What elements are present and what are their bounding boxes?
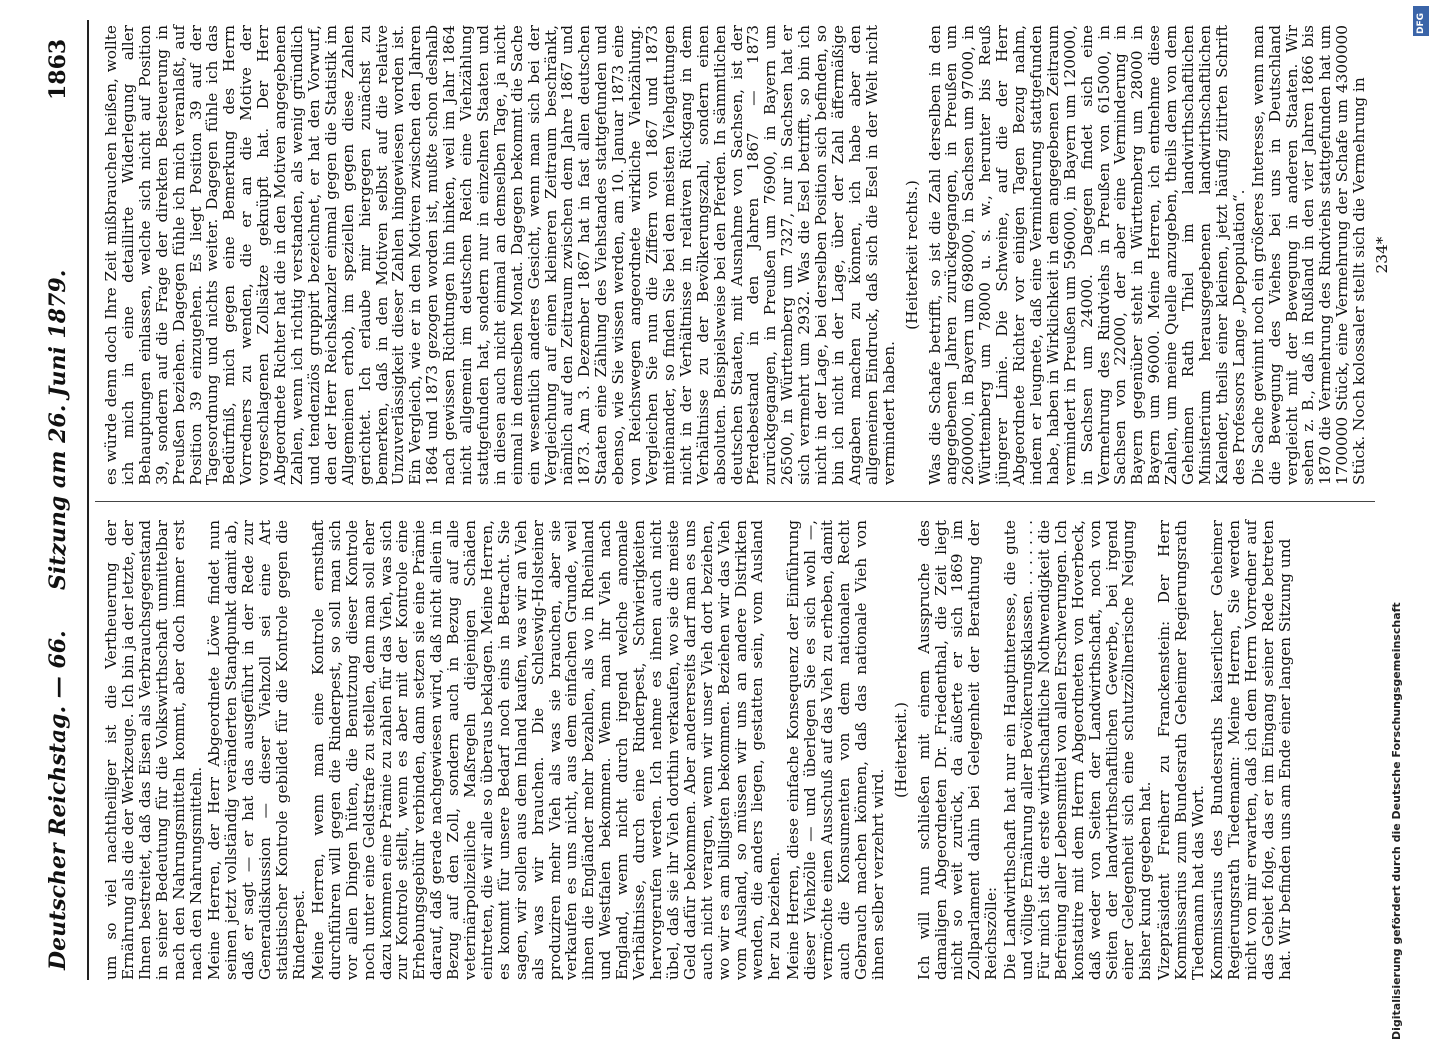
paragraph: Meine Herren, der Herr Abgeordnete Löwe findet nun seinen jetzt vollständig veränderten Standpunkt damit ab, daß er sagt — er hat das ausgeführt in der Rede zur Generaldiskussion — dieser Viehzoll sei eine Art statistischer Kontrole gebildet für die Kontrole gegen die Rinderpest. — [205, 520, 308, 980]
paragraph: es würde denn doch Ihre Zeit mißbrauchen heißen, wollte ich mich in eine detaillirte Widerlegung aller Behauptungen einlassen, welche sich nicht auf Position 39, sondern auf die Frage der direkten Besteuerung in Preußen beziehen. Dagegen fühle ich mich veranlaßt, auf Position 39 einzugehen. Es liegt Position 39 auf der Tagesordnung und nichts weiter. Dagegen fühle ich das Bedürfniß, mich gegen eine Bemerkung des Herrn Vorredners zu wenden, die er an die Motive der vorgeschlagenen Zollsätze geknüpft hat. Der Herr Abgeordnete Richter hat die in den Motiven angegebenen Zahlen, wenn ich richtig verstanden, als wenig gründlich und tendenziös gruppirt bezeichnet, er hat den Vorwurf, den der Herr Reichskanzler einmal gegen die Statistik im Allgemeinen erhob, im speziellen gegen diese Zahlen gerichtet. Ich erlaube mir hiergegen zunächst zu bemerken, daß in den Motiven selbst auf die relative Unzuverlässigkeit dieser Zahlen hingewiesen worden ist. Ein Vergleich, wie er in den Motiven zwischen den Jahren 1864 und 1873 gezogen worden ist, mußte schon deshalb nach gewissen Richtungen hin hinken, weil im Jahr 1864 nicht allgemein im deutschen Reich eine Viehzählung stattgefunden hat, sondern nur in einzelnen Staaten und in diesen auch nicht einmal an demselben Tage, ja nicht einmal in demselben Monat. Dagegen bekommt die Sache ein wesentlich anderes Gesicht, wenn man sich bei der Vergleichung auf einen kleineren Zeitraum beschränkt, nämlich auf den Zeitraum zwischen dem Jahre 1867 und 1873. Am 3. Dezember 1867 hat in fast allen deutschen Staaten eine Zählung des Viehstandes stattgefunden und ebenso, wie Sie wissen werden, am 10. Januar 1873 eine von Reichswegen angeordnete wirkliche Viehzählung. Vergleichen Sie nun die Ziffern von 1867 und 1873 miteinander, so finden Sie bei den meisten Viehgattungen nicht in der Verhältnisse in relativen Rückgang in dem Verhältnisse zu der Bevölkerungszahl, sondern einen absoluten. Beispielsweise bei den Pferden. In sämmtlichen deutschen Staaten, mit Ausnahme von Sachsen, ist der Pferdebestand in den Jahren 1867 — 1873 zurückgegangen, in Preußen um 76900, in Bayern um 26500, in Württemberg um 7327, nur in Sachsen hat er sich vermehrt um 2932. Was die Esel betrifft, so bin ich nicht in der Lage, bei derselben Position sich befinden, so bin ich nicht in der Lage, über der Zahl äffermäßige Angaben machen zu können, ich habe aber den allgemeinen Eindruck, daß sich die Esel in der Welt nicht vermindert haben. — [102, 25, 898, 485]
paragraph: Meine Herren, diese einfache Konsequenz der Einführung dieser Viehzölle — und überlegen Sie es sich wohl —, vermöchte einen Ausschuß auf das Vieh zu erheben, damit auch die Konsumenten von dem nationalen Recht Gebrauch machen können, daß das nationale Vieh von ihnen selber verzehrt wird. — [784, 520, 887, 980]
right-text-column — [102, 25, 1392, 485]
newspaper-page — [25, 20, 1392, 980]
paragraph: 234* — [1373, 236, 1392, 274]
paragraph: Kommissarius des Bundesraths kaiserlicher Geheimer Regierungsrath Tiedemann: Meine Herren, Sie werden nicht von mir erwarten, daß ich dem Herrn Vorredner auf das Gebiet folge, das er im Eingang seiner Rede betreten hat. Wir befinden uns am Ende einer langen Sitzung und — [1208, 520, 1294, 980]
digitization-note-text: Digitalisierung gefördert durch die Deutsche Forschungsgemeinschaft — [1390, 602, 1403, 1040]
paragraph: Vizepräsident Freiherr zu Franckenstein: Der Herr Kommissarius zum Bundesrath Geheimer Regierungsrath Tiedemann hat das Wort. — [1155, 520, 1208, 980]
paragraph: Die Sache gewinnt noch ein größeres Interesse, wenn man die Bewegung des Viehes bei uns in Deutschland vergleicht mit der Bewegung in anderen Staaten. Wir sehen z. B., daß in Rußland in den vier Jahren 1866 bis 1870 die Vermehrung des Rindviehs stattgefunden hat um 1700000 Stück, eine Vermehrung der Schafe um 4300000 Stück. Noch kolossaler stellt sich die Vermehrung in — [1248, 25, 1369, 485]
page-header — [25, 20, 95, 980]
paragraph: um so viel nachtheiliger ist die Vertheuerung der Ernährung als die der Werkzeuge. Ich bin ja der letzte, der Ihnen bestreitet, daß das Eisen als Verbrauchsgegenstand in seiner Bedeutung für die Volkswirthschaft unmittelbar nach den Nahrungsmitteln kommt, aber doch immer erst nach den Nahrungsmitteln. — [102, 520, 205, 980]
paragraph: (Heiterkeit.) — [891, 702, 910, 798]
header-session-date: Sitzung am 26. Juni 1879. — [45, 269, 71, 590]
header-publication: Deutscher Reichstag. — 66. — [45, 630, 71, 970]
dfg-logo-text: DFG — [1416, 12, 1426, 34]
paragraph: Meine Herren, wenn man eine Kontrole ernsthaft durchführen will gegen die Rinderpest, so soll man sich vor allen Dingen hüten, die Benutzung dieser Kontrole noch unter eine Geldstrafe zu stellen, denn man soll eher dazu kommen eine Prämie zu zahlen für das Vieh, was sich zur Kontrole stellt, wenn es aber mit der Kontrole eine Erhebungsgebühr verbinden, dann setzen sie eine Prämie darauf, daß gerade nachgewiesen wird, daß nicht allein in Bezug auf den Zoll, sondern auch in Bezug auf alle veterinärpolizeiliche Maßregeln diejenigen Schäden eintreten, die wir alle so überaus beklagen. Meine Herren, es kommt für unsere Bedarf noch eins in Betracht. Sie sagen, wir sollen aus dem Inland kaufen, was wir an Vieh als was wir brauchen. Die Schleswig-Holsteiner produziren mehr Vieh als was sie brauchen, aber sie verkaufen es uns nicht, aus dem einfachen Grunde, weil ihnen die Engländer mehr bezahlen, als wo in Rheinland und Westfalen bekommen. Wenn man ihr Vieh nach England, wenn nicht durch irgend welche anomale Verhältnisse, durch eine Rinderpest, Schwierigkeiten hervorgerufen werden. Ich nehme es ihnen auch nicht übel, daß sie ihr Vieh dorthin verkaufen, wo sie die meiste Geld dafür bekommen. Aber andererseits darf man es uns auch nicht verargen, wenn wir unser Vieh dort beziehen, wo wir es am billigsten bekommen. Beziehen wir das Vieh vom Ausland, so müssen wir uns an andere Distrikten wenden, die anders liegen, gestatten sein, vom Ausland her zu beziehen. — [308, 520, 784, 980]
column-divider — [95, 501, 1375, 502]
paragraph: Was die Schafe betrifft, so ist die Zahl derselben in den angegebenen Jahren zurückgegangen, in Preußen um 2600000, in Bayern um 698000, in Sachsen um 97000, in Württemberg um 78000 u. s. w., herunter bis Reuß jüngerer Linie. Die Schweine, auf die der Herr Abgeordnete Richter vor einigen Tagen Bezug nahm, indem er leugnete, daß eine Verminderung stattgefunden habe, haben in Wirklichkeit in dem angegebenen Zeitraum vermindert in Preußen um 596000, in Bayern um 120000, in Sachsen um 24000. Dagegen findet sich eine Vermehrung des Rindviehs in Preußen von 615000, in Sachsen von 22000, der aber eine Verminderung in Bayern gegenüber steht in Württemberg um 28000 in Bayern um 96000. Meine Herren, ich entnehme diese Zahlen, um meine Quelle anzugeben, theils dem von dem Geheimen Rath Thiel im landwirthschaftlichen Ministerium herausgegebenen landwirthschaftlichen Kalender, theils einer kleinen, jetzt häufig zitirten Schrift des Professors Lange „Depopulation“. — [925, 25, 1248, 485]
header-page-number: 1863 — [45, 38, 71, 100]
dfg-logo — [1413, 6, 1429, 36]
paragraph: (Heiterkeit rechts.) — [902, 180, 921, 330]
header-rule — [87, 20, 89, 980]
paragraph: Ich will nun schließen mit einem Ausspruche des damaligen Abgeordneten Dr. Friedenthal, die Zeit liegt nicht so weit zurück, da äußerte er sich 1869 im Zollparlament dahin bei Gelegenheit der Berathung der Reichszölle: — [914, 520, 1001, 980]
left-text-column — [103, 520, 1373, 980]
paragraph: Die Landwirthschaft hat nur ein Hauptinteresse, die gute und völlige Ernährung aller Bevölkerungsklassen. . . . . . . . Für mich ist die erste wirthschaftliche Nothwendigkeit die Befreiung aller Lebensmittel von allen Erschwerungen. Ich konstatire mit dem Herrn Abgeordneten von Hoverbeck, daß weder von Seiten der Landwirthschaft, noch von Seiten der landwirthschaftlichen Gewerbe, bei irgend einer Gelegenheit sich eine schutzzöllnerische Neigung bisher kund gegeben hat. — [1001, 520, 1155, 980]
